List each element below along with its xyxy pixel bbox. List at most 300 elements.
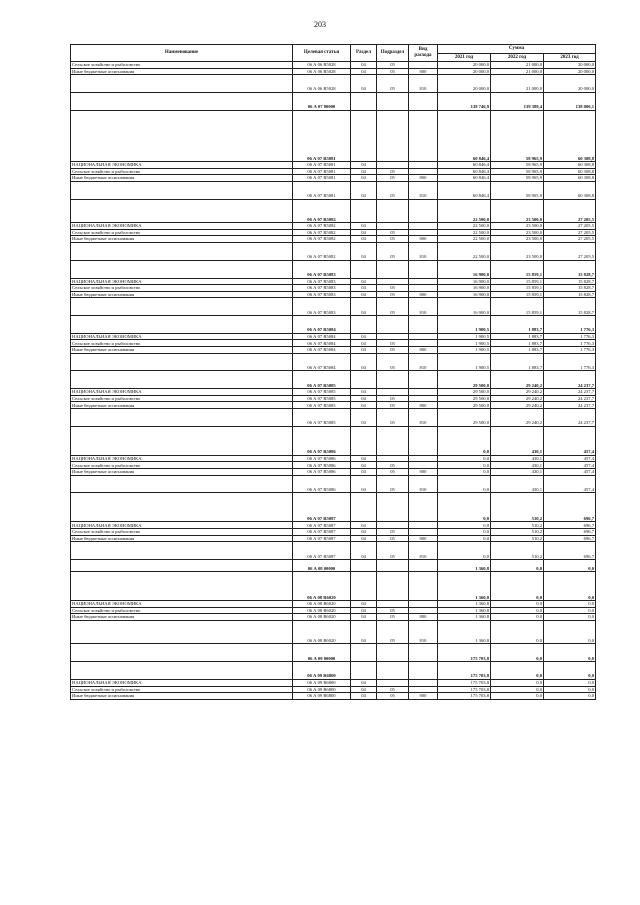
cell-subsection: 05 — [377, 686, 409, 693]
cell-sum-2021: 29 500,0 — [438, 395, 491, 402]
cell-sum-2022: 58 965,9 — [491, 162, 544, 169]
cell-sum-2023: 696,7 — [544, 542, 596, 560]
cell-name: Сельское хозяйство и рыболовство — [71, 168, 293, 175]
cell-code: 06 А 07 R5081 — [293, 181, 351, 199]
cell-subsection: 05 — [377, 347, 409, 354]
cell-expense-type: 800 — [409, 68, 438, 75]
cell-subsection: 05 — [377, 298, 409, 316]
cell-sum-2021: 1 360,8 — [438, 572, 491, 601]
cell-expense-type: 800 — [409, 535, 438, 542]
cell-code: 06 А 07 R5082 — [293, 229, 351, 236]
cell-code: 06 А 07 R5082 — [293, 199, 351, 222]
cell-name: НАЦИОНАЛЬНАЯ ЭКОНОМИКА — [71, 679, 293, 686]
header-year-2022: 2022 год — [491, 54, 544, 62]
cell-sum-2022: 1 883,7 — [491, 333, 544, 340]
cell-code: 06 А 07 R5085 — [293, 395, 351, 402]
cell-section: 04 — [351, 181, 377, 199]
table-row — [71, 229, 596, 236]
table-row — [71, 298, 596, 316]
cell-expense-type — [409, 333, 438, 340]
cell-section: 04 — [351, 242, 377, 260]
table-row — [71, 607, 596, 614]
cell-sum-2023: 60 308,8 — [544, 168, 596, 175]
cell-name — [71, 409, 293, 427]
cell-sum-2023: 27 205,5 — [544, 223, 596, 230]
table-row — [71, 560, 596, 572]
cell-code: 06 А 07 R5082 — [293, 223, 351, 230]
cell-sum-2022: 510,2 — [491, 535, 544, 542]
table-row — [71, 75, 596, 93]
cell-name: НАЦИОНАЛЬНАЯ ЭКОНОМИКА — [71, 162, 293, 169]
cell-section — [351, 371, 377, 389]
cell-section: 04 — [351, 162, 377, 169]
cell-code: 06 А 07 00000 — [293, 92, 351, 110]
cell-sum-2021: 60 846,4 — [438, 162, 491, 169]
cell-sum-2021: 16 900,0 — [438, 278, 491, 285]
cell-name: Сельское хозяйство и рыболовство — [71, 395, 293, 402]
cell-expense-type — [409, 278, 438, 285]
table-row — [71, 475, 596, 493]
cell-sum-2023: 15 828,7 — [544, 278, 596, 285]
cell-subsection — [377, 601, 409, 608]
cell-sum-2021: 1 360,8 — [438, 607, 491, 614]
cell-code: 06 А 07 R5086 — [293, 426, 351, 455]
cell-name: НАЦИОНАЛЬНАЯ ЭКОНОМИКА — [71, 333, 293, 340]
cell-sum-2022: 29 240,2 — [491, 409, 544, 427]
cell-name — [71, 662, 293, 680]
cell-sum-2022: 15 859,1 — [491, 285, 544, 292]
cell-sum-2021: 29 500,0 — [438, 409, 491, 427]
cell-sum-2022: 15 859,1 — [491, 298, 544, 316]
table-row — [71, 68, 596, 75]
cell-section: 04 — [351, 686, 377, 693]
table-row — [71, 278, 596, 285]
cell-sum-2023: 15 828,7 — [544, 285, 596, 292]
cell-subsection: 05 — [377, 353, 409, 371]
cell-subsection: 05 — [377, 542, 409, 560]
cell-sum-2021: 0,0 — [438, 542, 491, 560]
table-header — [71, 45, 596, 62]
cell-code: 06 А 07 R5086 — [293, 462, 351, 469]
cell-sum-2023: 24 237,7 — [544, 371, 596, 389]
cell-sum-2023: 1 776,3 — [544, 340, 596, 347]
cell-name — [71, 110, 293, 161]
cell-sum-2023: 1 776,3 — [544, 316, 596, 334]
cell-section: 04 — [351, 462, 377, 469]
cell-section: 04 — [351, 455, 377, 462]
cell-code: 06 А 07 R5084 — [293, 347, 351, 354]
cell-code: 06 А 07 R5087 — [293, 529, 351, 536]
cell-subsection: 05 — [377, 607, 409, 614]
cell-name: Сельское хозяйство и рыболовство — [71, 462, 293, 469]
cell-sum-2022: 1 883,7 — [491, 353, 544, 371]
cell-expense-type — [409, 168, 438, 175]
cell-code: 06 А 09 00000 — [293, 644, 351, 662]
cell-code: 06 А 07 R5087 — [293, 522, 351, 529]
cell-sum-2022: 1 883,7 — [491, 316, 544, 334]
table-row — [71, 389, 596, 396]
cell-subsection: 05 — [377, 395, 409, 402]
cell-subsection: 05 — [377, 285, 409, 292]
budget-table — [70, 44, 596, 700]
cell-code: 06 А 07 R5084 — [293, 316, 351, 334]
cell-expense-type — [409, 679, 438, 686]
cell-sum-2022: 23 500,0 — [491, 223, 544, 230]
cell-section — [351, 260, 377, 278]
cell-sum-2022: 23 500,0 — [491, 229, 544, 236]
cell-name: НАЦИОНАЛЬНАЯ ЭКОНОМИКА — [71, 389, 293, 396]
cell-section: 04 — [351, 353, 377, 371]
cell-sum-2021: 20 000,0 — [438, 75, 491, 93]
cell-section: 04 — [351, 75, 377, 93]
table-row — [71, 620, 596, 643]
cell-expense-type — [409, 92, 438, 110]
cell-section: 04 — [351, 347, 377, 354]
cell-sum-2021: 22 500,0 — [438, 229, 491, 236]
table-row — [71, 455, 596, 462]
cell-sum-2022: 23 500,0 — [491, 199, 544, 222]
cell-sum-2021: 22 500,0 — [438, 199, 491, 222]
cell-expense-type — [409, 162, 438, 169]
cell-sum-2022: 0,0 — [491, 614, 544, 621]
cell-expense-type — [409, 644, 438, 662]
cell-name — [71, 181, 293, 199]
cell-subsection — [377, 662, 409, 680]
cell-sum-2021: 0,0 — [438, 455, 491, 462]
cell-section: 04 — [351, 620, 377, 643]
cell-sum-2022: 0,0 — [491, 572, 544, 601]
cell-code: 06 А 07 R5087 — [293, 535, 351, 542]
table-row — [71, 353, 596, 371]
cell-sum-2023: 20 000,0 — [544, 62, 596, 69]
cell-sum-2021: 1 900,5 — [438, 340, 491, 347]
cell-subsection: 05 — [377, 181, 409, 199]
cell-name: НАЦИОНАЛЬНАЯ ЭКОНОМИКА — [71, 223, 293, 230]
cell-code: 06 А 08 R6020 — [293, 620, 351, 643]
cell-sum-2021: 0,0 — [438, 475, 491, 493]
cell-expense-type: 810 — [409, 181, 438, 199]
cell-expense-type: 810 — [409, 409, 438, 427]
cell-expense-type — [409, 529, 438, 536]
cell-sum-2022: 23 500,0 — [491, 242, 544, 260]
cell-code: 06 А 07 R5082 — [293, 236, 351, 243]
cell-sum-2023: 696,7 — [544, 529, 596, 536]
cell-name — [71, 542, 293, 560]
table-row — [71, 469, 596, 476]
cell-code: 06 А 07 R5084 — [293, 340, 351, 347]
cell-expense-type: 800 — [409, 469, 438, 476]
cell-sum-2023: 15 828,7 — [544, 260, 596, 278]
cell-sum-2023: 696,7 — [544, 493, 596, 522]
cell-expense-type — [409, 455, 438, 462]
table-row — [71, 572, 596, 601]
cell-section — [351, 199, 377, 222]
table-row — [71, 333, 596, 340]
cell-name — [71, 644, 293, 662]
cell-sum-2021: 16 900,0 — [438, 291, 491, 298]
cell-name: Иные бюджетные ассигнования — [71, 402, 293, 409]
cell-sum-2022: 29 240,2 — [491, 395, 544, 402]
cell-sum-2021: 1 900,5 — [438, 316, 491, 334]
cell-name: НАЦИОНАЛЬНАЯ ЭКОНОМИКА — [71, 601, 293, 608]
table-row — [71, 395, 596, 402]
cell-section: 04 — [351, 469, 377, 476]
cell-sum-2023: 0,0 — [544, 644, 596, 662]
cell-section: 04 — [351, 285, 377, 292]
table-row — [71, 644, 596, 662]
cell-name — [71, 560, 293, 572]
cell-section: 04 — [351, 229, 377, 236]
cell-subsection — [377, 162, 409, 169]
cell-sum-2021: 175 703,8 — [438, 679, 491, 686]
cell-expense-type — [409, 493, 438, 522]
cell-code: 06 А 07 R5086 — [293, 455, 351, 462]
cell-name — [71, 620, 293, 643]
cell-subsection — [377, 455, 409, 462]
cell-code: 06 А 07 R5081 — [293, 175, 351, 182]
cell-code: 06 А 07 R5082 — [293, 242, 351, 260]
cell-name: Иные бюджетные ассигнования — [71, 291, 293, 298]
table-row — [71, 62, 596, 69]
cell-subsection — [377, 260, 409, 278]
table-row — [71, 462, 596, 469]
table-row — [71, 542, 596, 560]
cell-section — [351, 662, 377, 680]
cell-sum-2021: 1 360,8 — [438, 614, 491, 621]
cell-sum-2023: 60 308,8 — [544, 175, 596, 182]
table-row — [71, 175, 596, 182]
cell-section: 04 — [351, 535, 377, 542]
cell-expense-type — [409, 607, 438, 614]
cell-sum-2023: 24 237,7 — [544, 402, 596, 409]
cell-sum-2022: 510,2 — [491, 522, 544, 529]
cell-sum-2023: 0,0 — [544, 620, 596, 643]
cell-name — [71, 199, 293, 222]
cell-sum-2023: 0,0 — [544, 601, 596, 608]
cell-name: НАЦИОНАЛЬНАЯ ЭКОНОМИКА — [71, 522, 293, 529]
cell-sum-2023: 0,0 — [544, 662, 596, 680]
cell-sum-2023: 138 006,1 — [544, 92, 596, 110]
cell-sum-2021: 1 360,8 — [438, 601, 491, 608]
cell-name: Иные бюджетные ассигнования — [71, 236, 293, 243]
cell-code: 06 А 07 R5083 — [293, 260, 351, 278]
cell-code: 06 А 06 R5028 — [293, 75, 351, 93]
cell-sum-2023: 0,0 — [544, 614, 596, 621]
cell-section: 04 — [351, 168, 377, 175]
cell-code: 06 А 08 R6020 — [293, 572, 351, 601]
cell-sum-2022: 15 859,1 — [491, 260, 544, 278]
cell-name: Сельское хозяйство и рыболовство — [71, 285, 293, 292]
cell-sum-2021: 20 000,0 — [438, 62, 491, 69]
cell-sum-2021: 1 360,8 — [438, 560, 491, 572]
header-code: Целевая статья — [293, 45, 351, 62]
cell-subsection: 05 — [377, 469, 409, 476]
cell-expense-type — [409, 229, 438, 236]
cell-code: 06 А 08 R6020 — [293, 614, 351, 621]
cell-expense-type: 800 — [409, 693, 438, 700]
cell-name — [71, 572, 293, 601]
header-name: Наименование — [71, 45, 293, 62]
cell-section — [351, 110, 377, 161]
cell-sum-2021: 0,0 — [438, 493, 491, 522]
cell-expense-type — [409, 260, 438, 278]
cell-sum-2022: 21 000,0 — [491, 62, 544, 69]
cell-code: 06 А 09 R6800 — [293, 679, 351, 686]
table-row — [71, 291, 596, 298]
cell-sum-2023: 27 205,5 — [544, 236, 596, 243]
cell-section: 04 — [351, 395, 377, 402]
cell-section: 04 — [351, 409, 377, 427]
cell-subsection: 05 — [377, 68, 409, 75]
cell-section: 04 — [351, 607, 377, 614]
cell-expense-type — [409, 522, 438, 529]
cell-sum-2021: 1 900,5 — [438, 353, 491, 371]
cell-sum-2023: 15 828,7 — [544, 291, 596, 298]
cell-sum-2021: 60 846,4 — [438, 175, 491, 182]
cell-section: 04 — [351, 693, 377, 700]
cell-section: 04 — [351, 614, 377, 621]
cell-code: 06 А 07 R5085 — [293, 409, 351, 427]
cell-expense-type — [409, 285, 438, 292]
cell-sum-2021: 29 500,0 — [438, 371, 491, 389]
table-row — [71, 340, 596, 347]
cell-code: 06 А 08 R6020 — [293, 607, 351, 614]
table-row — [71, 679, 596, 686]
cell-subsection: 05 — [377, 62, 409, 69]
table-row — [71, 601, 596, 608]
cell-section: 04 — [351, 522, 377, 529]
cell-expense-type: 810 — [409, 542, 438, 560]
cell-subsection — [377, 333, 409, 340]
cell-sum-2023: 0,0 — [544, 679, 596, 686]
cell-subsection — [377, 493, 409, 522]
cell-subsection: 05 — [377, 409, 409, 427]
cell-sum-2023: 1 776,3 — [544, 353, 596, 371]
header-subsection: Подраздел — [377, 45, 409, 62]
cell-sum-2021: 1 360,8 — [438, 620, 491, 643]
cell-subsection: 05 — [377, 229, 409, 236]
cell-code: 06 А 07 R5081 — [293, 168, 351, 175]
cell-code: 06 А 07 R5083 — [293, 278, 351, 285]
cell-sum-2021: 0,0 — [438, 469, 491, 476]
cell-sum-2022: 0,0 — [491, 601, 544, 608]
cell-code: 06 А 08 00000 — [293, 560, 351, 572]
cell-sum-2021: 1 900,5 — [438, 347, 491, 354]
cell-code: 06 А 06 R5028 — [293, 68, 351, 75]
cell-sum-2023: 0,0 — [544, 560, 596, 572]
cell-expense-type — [409, 560, 438, 572]
table-body — [71, 62, 596, 700]
cell-expense-type — [409, 662, 438, 680]
cell-sum-2022: 1 883,7 — [491, 347, 544, 354]
cell-name — [71, 475, 293, 493]
cell-name — [71, 260, 293, 278]
cell-expense-type — [409, 601, 438, 608]
cell-subsection — [377, 679, 409, 686]
cell-sum-2021: 60 846,4 — [438, 181, 491, 199]
cell-sum-2023: 60 308,8 — [544, 181, 596, 199]
cell-sum-2021: 175 703,8 — [438, 662, 491, 680]
cell-code: 06 А 07 R5085 — [293, 371, 351, 389]
cell-sum-2022: 430,1 — [491, 426, 544, 455]
table-row — [71, 493, 596, 522]
cell-sum-2021: 1 900,5 — [438, 333, 491, 340]
cell-sum-2023: 27 205,5 — [544, 242, 596, 260]
cell-subsection: 05 — [377, 402, 409, 409]
cell-expense-type: 810 — [409, 242, 438, 260]
cell-subsection: 05 — [377, 175, 409, 182]
cell-sum-2022: 430,1 — [491, 462, 544, 469]
cell-subsection: 05 — [377, 168, 409, 175]
table-row — [71, 662, 596, 680]
cell-subsection: 05 — [377, 242, 409, 260]
cell-subsection — [377, 522, 409, 529]
cell-sum-2022: 15 859,1 — [491, 278, 544, 285]
table-row — [71, 402, 596, 409]
cell-section: 04 — [351, 298, 377, 316]
cell-section — [351, 644, 377, 662]
cell-sum-2021: 138 746,9 — [438, 92, 491, 110]
cell-section: 04 — [351, 679, 377, 686]
cell-section: 04 — [351, 291, 377, 298]
table-row — [71, 426, 596, 455]
table-row — [71, 92, 596, 110]
cell-code: 06 А 07 R5087 — [293, 493, 351, 522]
cell-sum-2021: 60 846,4 — [438, 110, 491, 161]
cell-code: 06 А 07 R5086 — [293, 469, 351, 476]
cell-expense-type — [409, 426, 438, 455]
cell-section: 04 — [351, 278, 377, 285]
cell-sum-2022: 430,1 — [491, 469, 544, 476]
table-row — [71, 693, 596, 700]
cell-subsection: 05 — [377, 529, 409, 536]
cell-sum-2022: 29 240,2 — [491, 389, 544, 396]
cell-name — [71, 298, 293, 316]
cell-sum-2021: 16 900,0 — [438, 298, 491, 316]
cell-section — [351, 426, 377, 455]
cell-sum-2023: 27 205,5 — [544, 199, 596, 222]
cell-expense-type: 810 — [409, 298, 438, 316]
cell-name — [71, 92, 293, 110]
cell-sum-2022: 15 859,1 — [491, 291, 544, 298]
cell-sum-2022: 510,2 — [491, 493, 544, 522]
cell-subsection: 05 — [377, 340, 409, 347]
page-number: 203 — [314, 20, 326, 29]
cell-sum-2023: 20 000,0 — [544, 68, 596, 75]
cell-sum-2022: 0,0 — [491, 644, 544, 662]
cell-sum-2021: 60 846,4 — [438, 168, 491, 175]
cell-section: 04 — [351, 542, 377, 560]
cell-sum-2022: 58 965,9 — [491, 168, 544, 175]
table-row — [71, 285, 596, 292]
cell-expense-type: 800 — [409, 175, 438, 182]
cell-name: Иные бюджетные ассигнования — [71, 68, 293, 75]
cell-section: 04 — [351, 389, 377, 396]
cell-sum-2023: 15 828,7 — [544, 298, 596, 316]
table-row — [71, 168, 596, 175]
cell-section: 04 — [351, 175, 377, 182]
cell-subsection: 05 — [377, 620, 409, 643]
cell-subsection — [377, 223, 409, 230]
cell-sum-2021: 0,0 — [438, 426, 491, 455]
cell-sum-2022: 0,0 — [491, 662, 544, 680]
cell-sum-2022: 510,2 — [491, 529, 544, 536]
cell-name — [71, 426, 293, 455]
cell-sum-2023: 457,4 — [544, 426, 596, 455]
cell-name: НАЦИОНАЛЬНАЯ ЭКОНОМИКА — [71, 278, 293, 285]
cell-sum-2021: 175 703,8 — [438, 693, 491, 700]
header-section: Раздел — [351, 45, 377, 62]
